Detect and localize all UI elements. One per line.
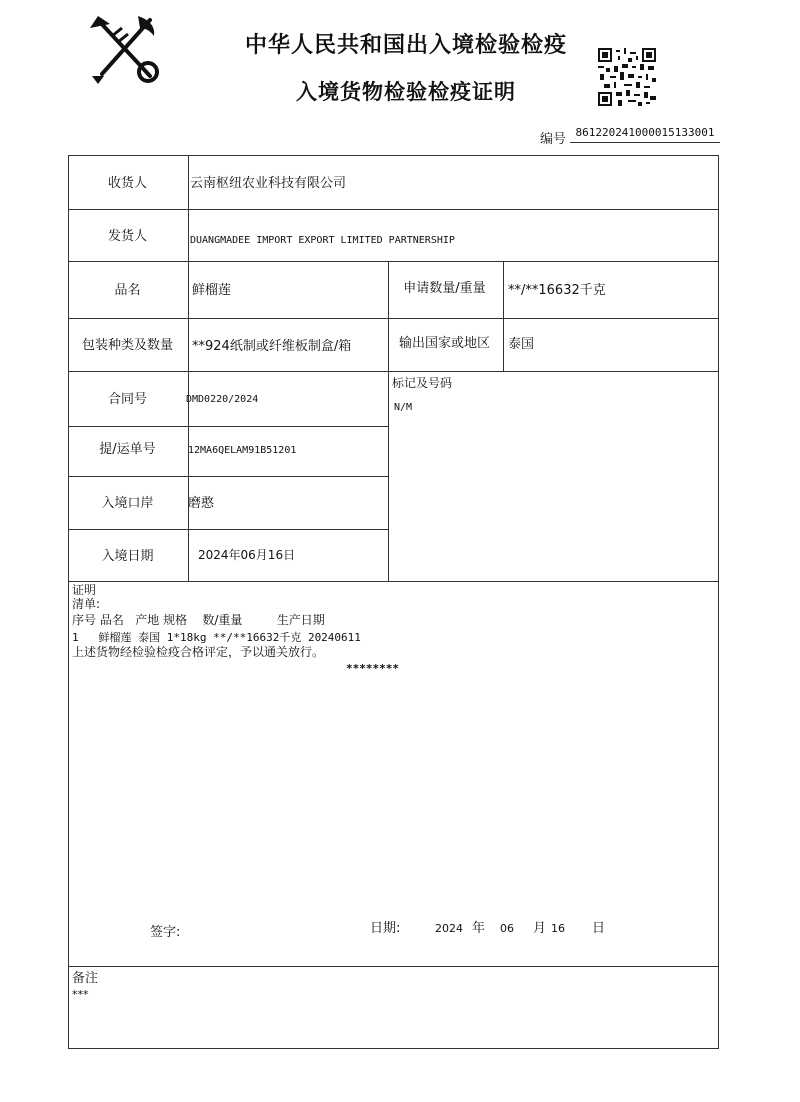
packing-label: 包装种类及数量 — [81, 338, 173, 353]
sign-date-label: 日期: — [370, 921, 401, 936]
signature-label: 签字: — [150, 925, 181, 940]
bill-label: 提/运单号 — [99, 442, 156, 457]
list-row: 1 鲜榴莲 泰国 1*18kg **/**16632千克 20240611 — [72, 631, 361, 644]
sign-year: 2024 — [435, 922, 463, 935]
sign-day-unit: 日 — [592, 921, 606, 936]
bill-value: 12MA6QELAM91B51201 — [188, 444, 297, 456]
certification-statement: 上述货物经检验检疫合格评定，予以通关放行。 — [72, 645, 325, 659]
document-title: 中华人民共和国出入境检验检疫 — [244, 33, 567, 58]
contract-value: DMD0220/2024 — [186, 393, 259, 405]
product-value: 鲜榴莲 — [192, 283, 232, 298]
origin-value: 泰国 — [508, 336, 535, 352]
quantity-label: 申请数量/重量 — [403, 280, 486, 296]
entry-date-value: 2024年06月16日 — [198, 547, 296, 562]
remarks-value: *** — [72, 988, 89, 1001]
remarks-label: 备注 — [72, 971, 99, 986]
list-header: 序号 品名 产地 规格 数/重量 生产日期 — [72, 613, 325, 627]
stars-line: ******** — [346, 662, 399, 675]
port-value: 磨憨 — [188, 496, 215, 511]
certification-label: 证明 — [72, 583, 97, 597]
list-label: 清单: — [72, 597, 101, 611]
packing-value: **924纸制或纤维板制盒/箱 — [192, 339, 352, 354]
consignee-label: 收货人 — [107, 176, 147, 191]
quantity-value: **/**16632千克 — [508, 283, 606, 298]
contract-label: 合同号 — [107, 392, 147, 407]
marks-value: N/M — [394, 401, 413, 413]
product-label: 品名 — [114, 283, 141, 298]
sign-year-unit: 年 — [472, 921, 486, 936]
sign-month: 06 — [500, 922, 514, 935]
sign-day: 16 — [551, 922, 565, 935]
port-label: 入境口岸 — [101, 496, 154, 511]
sign-month-unit: 月 — [533, 921, 547, 936]
consignor-value: DUANGMADEE IMPORT EXPORT LIMITED PARTNERSHIP — [190, 234, 455, 246]
origin-label: 输出国家或地区 — [398, 335, 490, 351]
entry-date-label: 入境日期 — [101, 548, 154, 564]
marks-label: 标记及号码 — [392, 375, 453, 390]
cert-number-label: 编号 — [540, 132, 567, 147]
document-subtitle: 入境货物检验检疫证明 — [296, 80, 516, 104]
consignee-value: 云南枢纽农业科技有限公司 — [190, 176, 347, 191]
cert-number: 861220241000015133001 — [570, 126, 720, 143]
qr-code-icon — [598, 48, 656, 106]
consignor-label: 发货人 — [107, 228, 147, 244]
